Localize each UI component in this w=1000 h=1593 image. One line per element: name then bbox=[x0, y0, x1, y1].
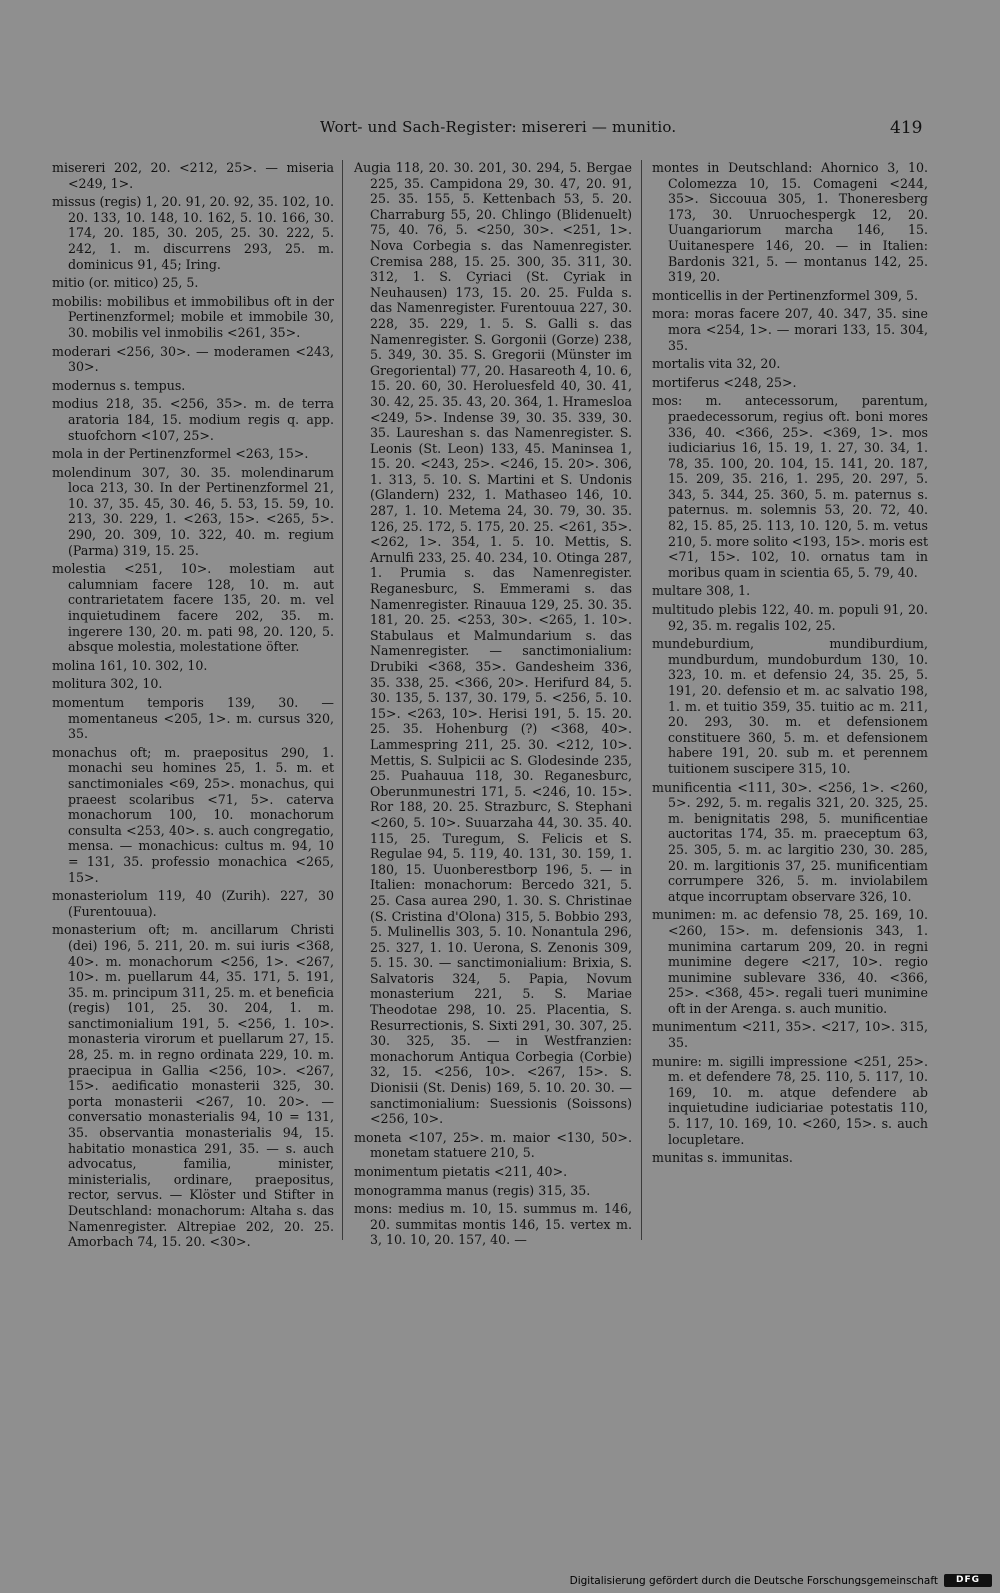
index-entry: mora: moras facere 207, 40. 347, 35. sine mora <254, 1>. — morari 133, 15. 304, 35. bbox=[652, 306, 928, 353]
index-entry: molina 161, 10. 302, 10. bbox=[52, 657, 208, 673]
running-head: Wort- und Sach-Register: misereri — munitio. bbox=[320, 118, 677, 136]
page-number: 419 bbox=[890, 118, 923, 138]
index-entry: monasterium oft; m. ancillarum Christi (dei) 196, 5. 211, 20. m. sui iuris <368, 40>. m. monachorum <256, 1>. <267, 10>. m. puellarum 44, 35. 171, 5. 191, 35. m. principum 311, 25. m. et beneficia (regis) 101, 25. 30. 204, 1. m. sanctimonialium 191, 5. <256, 1. 10>. monasteria virorum et puellarum 27, 15. 28, 25. m. in regno ordinata 229, 10. m. praecipua in Gallia <256, 10>. <267, 15>. aedificatio monasterii 325, 30. porta monasterii <267, 10. 20>. — conversatio monasterialis 94, 10 = 131, 35. observantia monasterialis 94, 15. habitatio monastica 291, 35. — s. auch advocatus, familia, minister, ministerialis, ordinare, praepositus, rector, servus. — Klöster und Stifter in Deutschland: monachorum: Altaha s. das Namenregister. Altrepiae 202, 20. 25. Amorbach 74, 15. 20. <30>. bbox=[52, 922, 334, 1250]
index-entry: mos: m. antecessorum, parentum, praedecessorum, regius oft. boni mores 336, 40. <366, 25>. <369, 1>. mos iudiciarius 16, 15. 19, 1. 27, 30. 34, 1. 78, 35. 100, 20. 104, 15. 141, 20. 187, 15. 209, 35. 216, 1. 295, 20. 297, 5. 343, 5. 344, 25. 360, 5. m. paternus s. paternus. m. solemnis 53, 20. 72, 40. 82, 15. 85, 25. 113, 10. 120, 5. m. vetus 210, 5. more solito <193, 15>. moris est <71, 15>. 102, 10. ornatus tam in moribus quam in scientia 65, 5. 79, 40. bbox=[652, 393, 929, 580]
index-entry: mons: medius m. 10, 15. summus m. 146, 20. summitas montis 146, 15. vertex m. 3, 10. 10, 20. 157, 40. — bbox=[354, 1201, 632, 1248]
index-entry: molestia <251, 10>. molestiam aut calumniam facere 128, 10. m. aut contrarietatem facere 135, 20. m. vel inquietudinem facere 202, 35. m. ingerere 130, 20. m. pati 98, 20. 120, 5. absque molestia, molestatione öfter. bbox=[52, 561, 334, 655]
index-entry: mobilis: mobilibus et immobilibus oft in der Pertinenzformel; mobile et immobile 30, 30. mobilis vel inmobilis <261, 35>. bbox=[52, 293, 334, 340]
dfg-logo-text: DFG bbox=[955, 1575, 980, 1585]
index-entry: moneta <107, 25>. m. maior <130, 50>. monetam statuere 210, 5. bbox=[354, 1129, 632, 1161]
index-entry: momentum temporis 139, 30. — momentaneus <205, 1>. m. cursus 320, 35. bbox=[52, 695, 334, 742]
index-column-3 bbox=[652, 160, 928, 1169]
index-entry: monogramma manus (regis) 315, 35. bbox=[354, 1182, 591, 1198]
index-entry: moderari <256, 30>. — moderamen <243, 30>. bbox=[52, 343, 334, 375]
index-entry: mitio (or. mitico) 25, 5. bbox=[52, 275, 199, 291]
index-column-1 bbox=[52, 160, 334, 1253]
column-rule bbox=[641, 160, 642, 1240]
index-entry: misereri 202, 20. <212, 25>. — miseria <249, 1>. bbox=[52, 160, 334, 191]
index-entry: mundeburdium, mundiburdium, mundburdum, mundoburdum 130, 10. 323, 10. m. et defensio 24, 35. 25, 5. 191, 20. defensio et m. ac salvatio 198, 1. m. et tuitio 359, 35. tuitio ac m. 211, 20. 293, 30. m. et defensionem constituere 360, 5. m. et defensionem habere 191, 20. sub m. et perennem tuitionem suscipere 315, 10. bbox=[652, 636, 928, 776]
index-entry: mortiferus <248, 25>. bbox=[652, 374, 797, 390]
index-entry: molitura 302, 10. bbox=[52, 676, 163, 692]
index-entry: monasteriolum 119, 40 (Zurih). 227, 30 (Furentouua). bbox=[52, 888, 334, 919]
index-entry: multitudo plebis 122, 40. m. populi 91, 20. 92, 35. m. regalis 102, 25. bbox=[652, 602, 928, 633]
page-header bbox=[0, 118, 1000, 144]
index-entry: monimentum pietatis <211, 40>. bbox=[354, 1164, 568, 1179]
index-entry: mola in der Pertinenzformel <263, 15>. bbox=[52, 446, 309, 462]
index-entry: modernus s. tempus. bbox=[52, 377, 186, 393]
index-entry: mortalis vita 32, 20. bbox=[652, 356, 781, 372]
index-entry: molendinum 307, 30. 35. molendinarum loca 213, 30. In der Pertinenzformel 21, 10. 37, 35. 45, 30. 46, 5. 53, 15. 59, 10. 213, 30. 229, 1. <263, 15>. <265, 5>. 290, 20. 309, 10. 322, 40. m. regium (Parma) 319, 15. 25. bbox=[52, 464, 334, 558]
index-entry: multare 308, 1. bbox=[652, 583, 751, 599]
funding-note: Digitalisierung gefördert durch die Deutsche Forschungsgemeinschaft bbox=[569, 1575, 938, 1587]
index-entry: monachus oft; m. praepositus 290, 1. monachi seu homines 25, 1. 5. m. et sanctimoniales <69, 25>. monachus, qui praeest scolaribus <71, 5>. caterva monachorum 100, 10. monachorum consulta <253, 40>. s. auch congregatio, mensa. — monachicus: cultus m. 94, 10 = 131, 35. professio monachica <265, 15>. bbox=[52, 744, 334, 885]
index-entry: munire: m. sigilli impressione <251, 25>. m. et defendere 78, 25. 110, 5. 117, 10. 169, 10. m. atque defendere ab inquietudine iudiciariae potestatis 110, 5. 117, 10. 169, 10. <260, 15>. s. auch locupletare. bbox=[652, 1053, 928, 1147]
column-rule bbox=[342, 160, 343, 1240]
index-entry: munimentum <211, 35>. <217, 10>. 315, 35. bbox=[652, 1019, 928, 1051]
index-column-2 bbox=[354, 160, 632, 1251]
index-entry: modius 218, 35. <256, 35>. m. de terra aratoria 184, 15. modium regis q. app. stuofchorn <107, 25>. bbox=[52, 396, 334, 443]
index-entry: missus (regis) 1, 20. 91, 20. 92, 35. 102, 10. 20. 133, 10. 148, 10. 162, 5. 10. 166, 30. 174, 20. 185, 30. 205, 25. 30. 222, 5. 242, 1. m. discurrens 293, 25. m. dominicus 91, 45; Iring. bbox=[52, 194, 334, 272]
index-entry: monticellis in der Pertinenzformel 309, 5. bbox=[652, 287, 918, 303]
index-entry: munimen: m. ac defensio 78, 25. 169, 10. <260, 15>. m. defensionis 343, 1. munimina cartarum 209, 20. in regni munimine degere <217, 10>. regio munimine sublevare 336, 40. <366, 25>. <368, 45>. regali tueri munimine oft in der Arenga. s. auch munitio. bbox=[652, 907, 928, 1016]
index-entry: munitas s. immunitas. bbox=[652, 1150, 793, 1166]
index-entry: Augia 118, 20. 30. 201, 30. 294, 5. Bergae 225, 35. Campidona 29, 30. 47, 20. 91, 25. 35. 155, 5. Kettenbach 53, 5. 20. Charraburg 55, 20. Chlingo (Blidenuelt) 75, 40. 76, 5. <250, 30>. <251, 1>. Nova Corbegia s. das Namenregister. Cremisa 288, 15. 25. 300, 35. 311, 30. 312, 1. S. Cyriaci (St. Cyriak in Neuhausen) 173, 15. 20. 25. Fulda s. das Namenregister. Furentouua 227, 30. 228, 35. 229, 1. 5. S. Galli s. das Namenregister. S. Gorgonii (Gorze) 238, 5. 349, 30. 35. S. Gregorii (Münster im Gregoriental) 77, 20. Hasareoth 4, 10. 6, 15. 20. 60, 30. Heroluesfeld 40, 30. 41, 30. 42, 25. 35. 43, 20. 364, 1. Hramesloa <249, 5>. Indense 39, 30. 35. 339, 30. 35. Laureshan s. das Namenregister. S. Leonis (St. Leon) 133, 45. Maninsea 1, 15. 20. <243, 25>. <246, 15. 20>. 306, 1. 313, 5. 10. S. Martini et S. Undonis (Glandern) 232, 1. Mathaseo 146, 10. 287, 1. 10. Metema 24, 30. 79, 30. 35. 126, 25. 172, 5. 175, 20. 25. <261, 35>. <262, 1>. 354, 1. 5. 10. Mettis, S. Arnulfi 233, 25. 40. 234, 10. Otinga 287, 1. Prumia s. das Namenregister. Reganesburc, S. Emmerami s. das Namenregister. Rinauua 129, 25. 30. 35. 181, 20. 25. <253, 30>. <265, 1. 10>. Stabulaus et Malmundarium s. das Namenregister. — sanctimonialium: Drubiki <368, 35>. Gandesheim 336, 35. 338, 25. <366, 20>. Herifurd 84, 5. 30. 135, 5. 137, 30. 179, 5. <256, 5. 10. 15>. <263, 10>. Herisi 191, 5. 15. 20. 25. 35. Hohenburg (?) <368, 40>. Lammespring 211, 25. 30. <212, 10>. Mettis, S. Sulpicii ac S. Glodesinde 235, 25. Puahauua 118, 30. Reganesburc, Oberunmunestri 171, 5. <246, 10. 15>. Ror 188, 20. 25. Strazburc, S. Stephani <260, 5. 10>. Suuarzaha 44, 30. 35. 40. 115, 25. Turegum, S. Felicis et S. Regulae 94, 5. 119, 40. 131, 30. 159, 1. 180, 15. Uuonberestborp 196, 5. — in Italien: monachorum: Bercedo 321, 5. 25. Casa aurea 290, 1. 30. S. Christinae (S. Cristina d'Olona) 315, 5. Bobbio 293, 5. Mulinellis 303, 5. 10. Nonantula 296, 25. 327, 1. 10. Uerona, S. Zenonis 309, 5. 15. 30. — sanctimonialium: Brixia, S. Salvatoris 324, 5. Papia, Novum monasterium 221, 5. S. Mariae Theodotae 298, 10. 25. Placentia, S. Resurrectionis, S. Sixti 291, 30. 307, 25. 30. 325, 35. — in Westfranzien: monachorum Antiqua Corbegia (Corbie) 32, 15. <256, 10>. <267, 15>. S. Dionisii (St. Denis) 169, 5. 10. 20. 30. — sanctimonialium: Suessionis (Soissons) <256, 10>. bbox=[354, 160, 632, 1127]
dfg-logo bbox=[944, 1574, 992, 1587]
index-entry: montes in Deutschland: Ahornico 3, 10. Colomezza 10, 15. Comageni <244, 35>. Siccouua 305, 1. Thoneresberg 173, 30. Unruochespergk 12, 20. Uuangariorum marcha 146, 15. Uuitanespere 146, 20. — in Italien: Bardonis 321, 5. — montanus 142, 25. 319, 20. bbox=[652, 160, 928, 285]
index-entry: munificentia <111, 30>. <256, 1>. <260, 5>. 292, 5. m. regalis 321, 20. 325, 25. m. benignitatis 298, 5. munificentiae auctoritas 174, 35. m. praeceptum 63, 25. 305, 5. m. ac largitio 230, 30. 285, 20. m. largitionis 37, 25. munificentiam corrumpere 326, 5. m. inviolabilem atque incorruptam observare 326, 10. bbox=[652, 779, 928, 904]
